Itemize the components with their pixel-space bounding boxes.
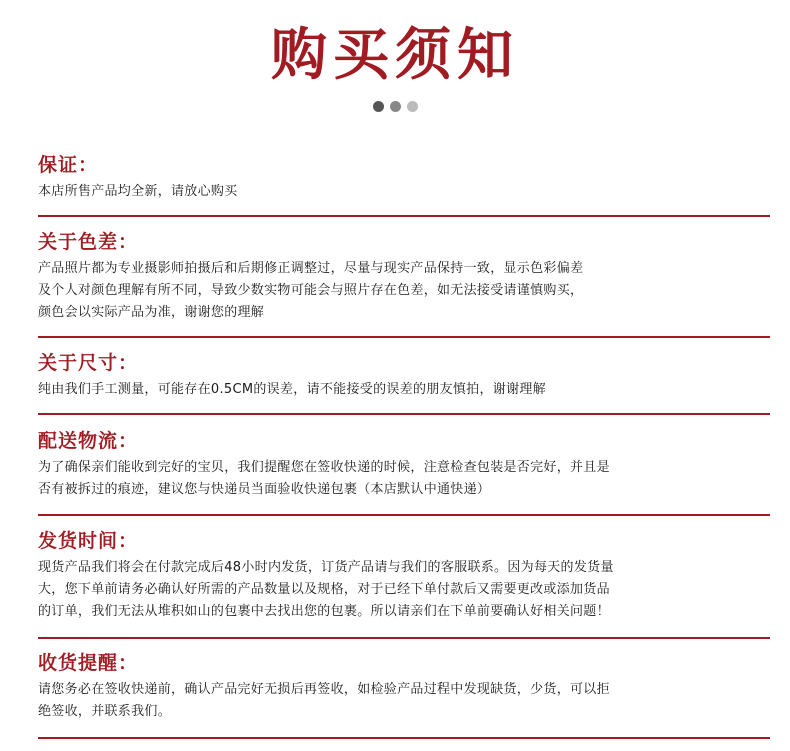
dot-light bbox=[407, 101, 418, 112]
section-heading: 关于尺寸： bbox=[38, 352, 139, 374]
section-receipt-reminder bbox=[38, 650, 778, 723]
section-divider bbox=[38, 514, 770, 516]
decorative-dots bbox=[0, 101, 790, 112]
section-size bbox=[38, 350, 778, 401]
page-title: 购买须知 bbox=[271, 23, 519, 88]
section-shipping-time bbox=[38, 528, 778, 623]
section-body: 为了确保亲们能收到完好的宝贝，我们提醒您在签收快递的时候，注意检查包装是否完好，并且是 否有被拆过的痕迹，建议您与快递员当面验收快递包裹（本店默认中通快递） bbox=[38, 460, 610, 497]
section-body: 产品照片都为专业摄影师拍摄后和后期修正调整过，尽量与现实产品保持一致，显示色彩偏差 及个人对颜色理解有所不同，导致少数实物可能会与照片存在色差，如无法接受请谨慎购买， 颜色会以实际产品为准，谢谢您的理解 bbox=[38, 261, 584, 320]
section-divider bbox=[38, 215, 770, 217]
dot-dark bbox=[373, 101, 384, 112]
section-heading: 配送物流： bbox=[38, 430, 139, 452]
section-body: 本店所售产品均全新，请放心购买 bbox=[38, 184, 238, 199]
section-guarantee bbox=[38, 152, 778, 203]
section-divider bbox=[38, 413, 770, 415]
section-body: 纯由我们手工测量，可能存在0.5CM的误差，请不能接受的误差的朋友慎拍，谢谢理解 bbox=[38, 382, 546, 397]
section-body: 现货产品我们将会在付款完成后48小时内发货，订货产品请与我们的客服联系。因为每天的发货量 大，您下单前请务必确认好所需的产品数量以及规格，对于已经下单付款后又需要更改或添加货品 的订单，我们无法从堆积如山的包裹中去找出您的包裹。所以请亲们在下单前要确认好相关问题！ bbox=[38, 560, 614, 619]
section-heading: 收货提醒： bbox=[38, 652, 139, 674]
section-heading: 发货时间： bbox=[38, 530, 139, 552]
section-body: 请您务必在签收快递前，确认产品完好无损后再签收，如检验产品过程中发现缺货，少货，可以拒 绝签收，并联系我们。 bbox=[38, 682, 610, 719]
section-divider bbox=[38, 637, 770, 639]
section-divider bbox=[38, 336, 770, 338]
section-color-difference bbox=[38, 229, 778, 324]
section-delivery bbox=[38, 428, 778, 501]
section-heading: 保证： bbox=[38, 154, 99, 176]
section-heading: 关于色差： bbox=[38, 231, 139, 253]
dot-mid bbox=[390, 101, 401, 112]
section-divider bbox=[38, 737, 770, 739]
